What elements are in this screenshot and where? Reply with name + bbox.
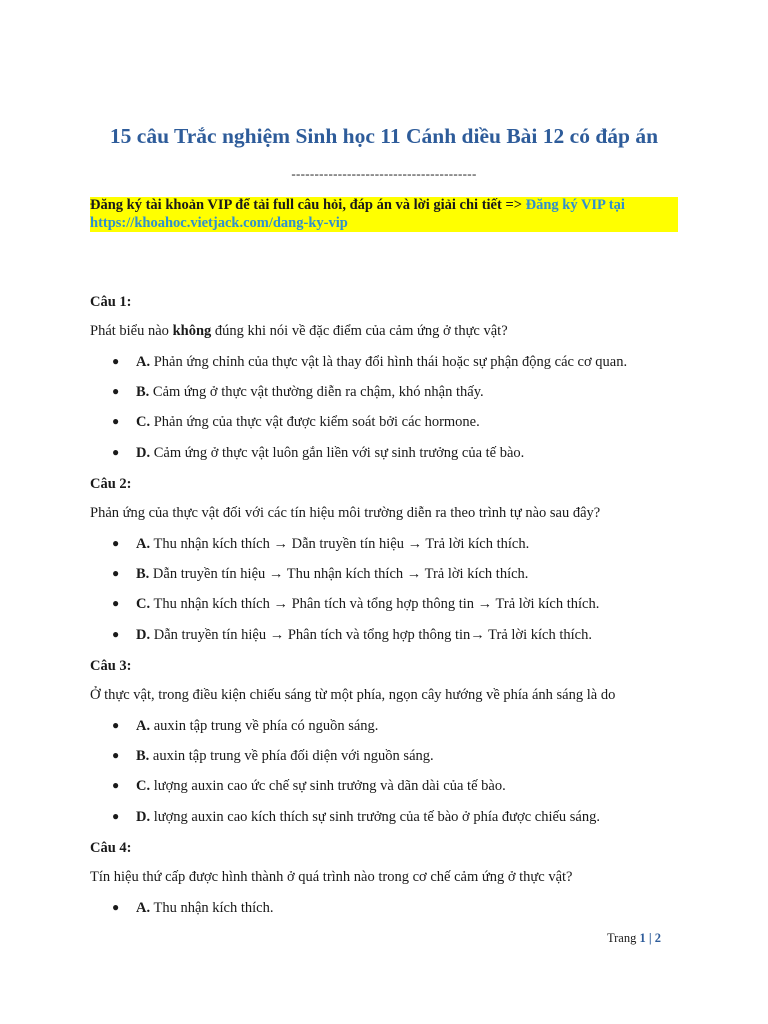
footer-separator: |: [645, 931, 655, 945]
option-text: auxin tập trung về phía đối diện với nguồn sáng.: [149, 748, 434, 764]
option-text: Dẫn truyền tín hiệu → Phân tích và tổng hợp thông tin→ Trả lời kích thích.: [150, 627, 592, 643]
option-text: lượng auxin cao kích thích sự sinh trưởng của tế bào ở phía được chiếu sáng.: [150, 809, 600, 825]
bullet-icon: ●: [112, 809, 120, 823]
vip-url-link[interactable]: https://khoahoc.vietjack.com/dang-ky-vip: [90, 215, 348, 231]
question-2-option-d: [112, 627, 592, 644]
option-text: Cảm ứng ở thực vật thường diễn ra chậm, khó nhận thấy.: [149, 384, 484, 400]
option-letter: D.: [136, 809, 151, 825]
page-number-footer: [607, 931, 661, 946]
option-text: lượng auxin cao ức chế sự sinh trưởng và dãn dài của tế bào.: [150, 778, 506, 794]
bullet-icon: ●: [112, 384, 120, 398]
bullet-icon: ●: [112, 414, 120, 428]
question-2-option-c: [112, 596, 599, 613]
question-2-text: Phản ứng của thực vật đối với các tín hiệu môi trường diễn ra theo trình tự nào sau đây?: [90, 505, 601, 521]
question-1-label: Câu 1:: [90, 294, 132, 310]
option-text: Thu nhận kích thích → Dẫn truyền tín hiệu → Trả lời kích thích.: [150, 536, 530, 552]
option-text: Cảm ứng ở thực vật luôn gắn liền với sự sinh trưởng của tế bào.: [150, 445, 525, 461]
option-text: auxin tập trung về phía có nguồn sáng.: [150, 718, 379, 734]
separator-line: ----------------------------------------: [291, 166, 477, 181]
vip-banner: [90, 197, 678, 232]
bullet-icon: ●: [112, 566, 120, 580]
option-text: Dẫn truyền tín hiệu → Thu nhận kích thích → Trả lời kích thích.: [149, 566, 529, 582]
question-2-label: Câu 2:: [90, 476, 132, 492]
footer-current-page: 1: [639, 931, 646, 945]
question-1-option-b: [112, 384, 484, 401]
question-1-text-emphasis: không: [172, 323, 212, 339]
question-3-text: Ở thực vật, trong điều kiện chiếu sáng từ một phía, ngọn cây hướng về phía ánh sáng là do: [90, 687, 616, 703]
question-2-option-b: [112, 566, 528, 583]
vip-register-link[interactable]: Đăng ký VIP tại: [525, 197, 625, 213]
bullet-icon: ●: [112, 445, 120, 459]
option-letter: D.: [136, 445, 151, 461]
question-1-text: [90, 323, 508, 340]
question-4-text: Tín hiệu thứ cấp được hình thành ở quá trình nào trong cơ chế cảm ứng ở thực vật?: [90, 869, 573, 885]
question-3-label: Câu 3:: [90, 658, 132, 674]
bullet-icon: ●: [112, 778, 120, 792]
bullet-icon: ●: [112, 900, 120, 914]
option-letter: A.: [136, 900, 151, 916]
question-1-text-post: đúng khi nói về đặc điểm của cảm ứng ở thực vật?: [211, 323, 508, 339]
bullet-icon: ●: [112, 536, 120, 550]
bullet-icon: ●: [112, 748, 120, 762]
option-letter: A.: [136, 536, 151, 552]
option-letter: C.: [136, 778, 151, 794]
question-4-option-a: [112, 900, 273, 917]
option-letter: A.: [136, 718, 151, 734]
option-letter: C.: [136, 596, 151, 612]
bullet-icon: ●: [112, 596, 120, 610]
question-3-option-b: [112, 748, 434, 765]
question-1-option-c: [112, 414, 480, 431]
question-1-option-a: [112, 354, 627, 371]
document-title: 15 câu Trắc nghiệm Sinh học 11 Cánh diều Bài 12 có đáp án: [109, 124, 659, 148]
question-1-text-pre: Phát biểu nào: [90, 323, 173, 339]
bullet-icon: ●: [112, 718, 120, 732]
option-letter: C.: [136, 414, 151, 430]
option-letter: B.: [136, 566, 150, 582]
option-text: Thu nhận kích thích → Phân tích và tổng hợp thông tin → Trả lời kích thích.: [150, 596, 600, 612]
footer-total-pages: 2: [654, 931, 661, 945]
option-text: Thu nhận kích thích.: [150, 900, 274, 916]
question-4-label: Câu 4:: [90, 840, 132, 856]
option-text: Phản ứng chỉnh của thực vật là thay đổi hình thái hoặc sự phận động các cơ quan.: [150, 354, 628, 370]
option-text: Phản ứng của thực vật được kiểm soát bởi các hormone.: [150, 414, 480, 430]
vip-text-line: [90, 197, 625, 214]
vip-message: Đăng ký tài khoản VIP để tải full câu hỏi, đáp án và lời giải chi tiết =>: [90, 197, 526, 213]
question-3-option-c: [112, 778, 506, 795]
question-2-option-a: [112, 536, 529, 553]
option-letter: B.: [136, 748, 150, 764]
question-1-option-d: [112, 445, 524, 462]
option-letter: D.: [136, 627, 151, 643]
footer-prefix: Trang: [606, 931, 640, 945]
option-letter: A.: [136, 354, 151, 370]
option-letter: B.: [136, 384, 150, 400]
bullet-icon: ●: [112, 627, 120, 641]
question-3-option-a: [112, 718, 378, 735]
bullet-icon: ●: [112, 354, 120, 368]
question-3-option-d: [112, 809, 600, 826]
